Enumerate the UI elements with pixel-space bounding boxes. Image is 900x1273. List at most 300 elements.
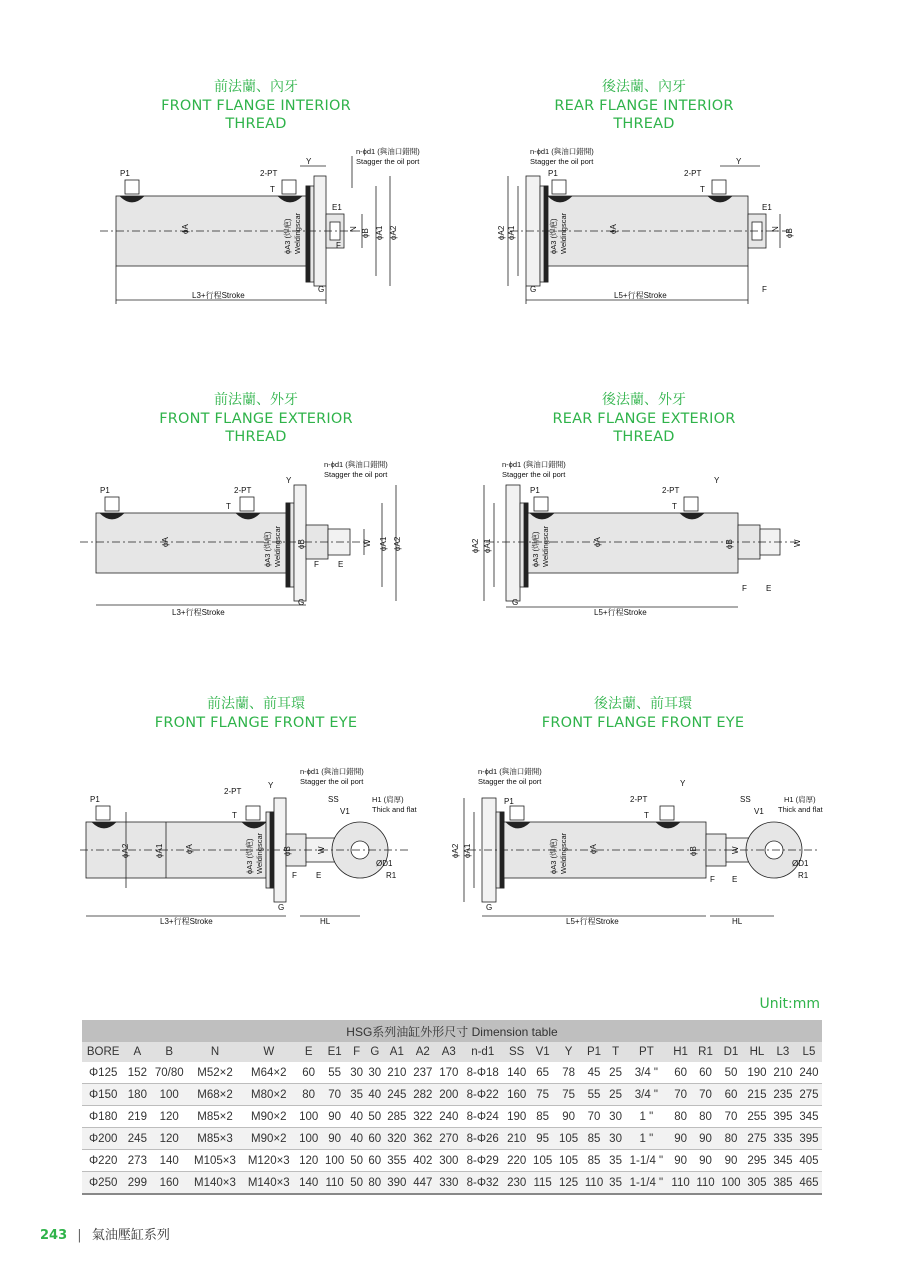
table-header-cell: T [607,1042,625,1062]
label-d1: ØD1 [376,859,393,868]
table-cell: 180 [124,1084,150,1106]
table-cell: 110 [668,1172,693,1195]
table-cell: 85 [530,1106,556,1128]
label-ss: SS [328,795,339,804]
table-cell: 100 [150,1084,188,1106]
label-p1: P1 [120,169,130,178]
table-cell: 70 [322,1084,348,1106]
table-row [82,1062,822,1084]
label-n-d1: n-ϕd1 (與油口錯開) [324,460,388,469]
label-f: F [742,584,747,593]
label-p1: P1 [504,797,514,806]
section-title-zh: 前法蘭、前耳環 [207,696,305,712]
label-y: Y [286,476,292,485]
table-cell: 285 [384,1106,410,1128]
label-e: E [732,875,738,884]
table-cell: 402 [410,1150,436,1172]
label-f: F [336,241,341,250]
table-cell: 40 [348,1106,366,1128]
table-cell: 120 [150,1128,188,1150]
table-cell: 90 [693,1150,718,1172]
label-f: F [710,875,715,884]
label-e: E [338,560,344,569]
table-cell: 190 [504,1106,530,1128]
table-cell: M85×2 [188,1106,242,1128]
table-cell: 80 [366,1172,384,1195]
label-g: G [278,903,285,912]
label-w: W [793,539,802,547]
table-header-cell: A1 [384,1042,410,1062]
table-cell: 235 [770,1084,796,1106]
label-phi-b: ϕB [689,846,698,856]
label-f: F [314,560,319,569]
label-n-d1: n-ϕd1 (與油口錯開) [356,147,420,156]
table-header-cell: L3 [770,1042,796,1062]
table-cell: 40 [366,1084,384,1106]
table-cell: 395 [796,1128,822,1150]
table-header-cell: BORE [82,1042,124,1062]
table-cell: Φ220 [82,1150,124,1172]
label-phi-a2: ϕA2 [393,536,402,551]
table-header-cell: PT [625,1042,669,1062]
table-row [82,1106,822,1128]
label-v1: V1 [754,807,764,816]
table-cell: M105×3 [188,1150,242,1172]
drawing-front-flange-exterior [80,455,420,623]
table-header-cell: V1 [530,1042,556,1062]
label-p1: P1 [90,795,100,804]
label-e1: E1 [332,203,342,212]
table-cell: 110 [582,1172,607,1195]
table-cell: 90 [322,1106,348,1128]
table-cell: 70/80 [150,1062,188,1084]
table-cell: 75 [530,1084,556,1106]
table-cell: 78 [556,1062,582,1084]
section-title-en: FRONT FLANGE EXTERIOR THREAD [159,410,353,445]
label-2pt: 2-PT [260,169,278,178]
table-header-cell: SS [504,1042,530,1062]
label-e: E [766,584,772,593]
label-t: T [672,502,677,511]
table-cell: 55 [582,1084,607,1106]
table-header-cell: D1 [718,1042,744,1062]
section-title-en: FRONT FLANGE FRONT EYE [541,714,745,731]
table-cell: 1 " [625,1128,669,1150]
table-cell: M64×2 [242,1062,296,1084]
label-h1: H1 (肩厚) [372,795,404,804]
label-t: T [644,811,649,820]
table-header-cell: F [348,1042,366,1062]
table-cell: 210 [770,1062,796,1084]
label-e: E [316,871,322,880]
table-header-cell: G [366,1042,384,1062]
table-cell: 105 [556,1128,582,1150]
table-cell: 345 [796,1106,822,1128]
table-cell: 275 [796,1084,822,1106]
label-phi-a3: ϕA3 (焊疤) [245,838,254,874]
label-y: Y [306,157,312,166]
table-cell: 1-1/4 " [625,1150,669,1172]
label-w: W [317,846,326,854]
table-cell: 190 [744,1062,770,1084]
table-cell: Φ250 [82,1172,124,1195]
table-cell: 90 [556,1106,582,1128]
table-cell: 60 [718,1084,744,1106]
table-row [82,1128,822,1150]
section-title-en: FRONT FLANGE FRONT EYE [154,714,358,731]
table-cell: 30 [607,1128,625,1150]
table-cell: 30 [607,1106,625,1128]
label-stagger: Stagger the oil port [324,470,388,479]
table-header-cell: R1 [693,1042,718,1062]
footer-separator: | [77,1228,82,1243]
table-cell: 60 [366,1150,384,1172]
label-p1: P1 [100,486,110,495]
label-phi-a: ϕA [609,224,618,234]
table-header-cell: E [296,1042,322,1062]
table-cell: 105 [556,1150,582,1172]
table-cell: 160 [150,1172,188,1195]
label-2pt: 2-PT [630,795,648,804]
table-header-cell: W [242,1042,296,1062]
table-cell: 330 [436,1172,462,1195]
table-header-cell: N [188,1042,242,1062]
table-cell: 210 [384,1062,410,1084]
label-weldingscar: Weldingscar [541,525,550,567]
label-n-d1: n-ϕd1 (與油口錯開) [300,767,364,776]
label-phi-a1: ϕA1 [155,843,164,858]
section-title-zh: 前法蘭、內牙 [214,79,298,95]
label-phi-a: ϕA [593,537,602,547]
label-weldingscar: Weldingscar [293,212,302,254]
table-cell: 35 [607,1150,625,1172]
label-f: F [762,285,767,294]
table-cell: 40 [348,1128,366,1150]
label-weldingscar: Weldingscar [255,832,264,874]
table-cell: 465 [796,1172,822,1195]
table-cell: 335 [770,1128,796,1150]
section-title-rear-flange-interior [526,79,762,133]
table-cell: 100 [296,1106,322,1128]
table-cell: 447 [410,1172,436,1195]
table-cell: 345 [770,1150,796,1172]
section-title-rear-flange-exterior [526,392,762,446]
table-cell: 237 [410,1062,436,1084]
table-cell: 105 [530,1150,556,1172]
table-cell: 1-1/4 " [625,1172,669,1195]
section-title-zh: 後法蘭、前耳環 [594,696,692,712]
label-d1: ØD1 [792,859,809,868]
label-hl: HL [732,917,743,926]
table-cell: 35 [607,1172,625,1195]
section-title-zh: 後法蘭、內牙 [602,79,686,95]
table-cell: 70 [718,1106,744,1128]
table-cell: 320 [384,1128,410,1150]
table-cell: 299 [124,1172,150,1195]
page-footer [40,1224,170,1243]
section-title-en: FRONT FLANGE INTERIOR THREAD [161,97,351,132]
table-cell: 282 [410,1084,436,1106]
table-cell: 100 [296,1128,322,1150]
label-v1: V1 [340,807,350,816]
label-g: G [530,285,537,294]
label-y: Y [268,781,274,790]
dimension-table [82,1020,822,1195]
label-y: Y [714,476,720,485]
table-header-cell: E1 [322,1042,348,1062]
table-cell: 390 [384,1172,410,1195]
label-t: T [270,185,275,194]
label-l5: L5+行程Stroke [566,917,619,926]
drawing-front-flange-interior [100,142,440,310]
label-phi-a2: ϕA2 [471,538,480,553]
label-phi-a1: ϕA1 [463,843,472,858]
label-phi-a: ϕA [181,224,190,234]
table-cell: 295 [744,1150,770,1172]
label-p1: P1 [548,169,558,178]
table-cell: 322 [410,1106,436,1128]
label-p1: P1 [530,486,540,495]
table-cell: 8-Φ24 [462,1106,504,1128]
table-cell: 210 [504,1128,530,1150]
table-cell: 3/4 " [625,1062,669,1084]
table-cell: 45 [582,1062,607,1084]
label-phi-a1: ϕA1 [379,536,388,551]
table-cell: 90 [322,1128,348,1150]
label-2pt: 2-PT [684,169,702,178]
table-cell: M90×2 [242,1128,296,1150]
table-cell: 120 [150,1106,188,1128]
label-w: W [731,846,740,854]
table-cell: 275 [744,1128,770,1150]
label-stagger: Stagger the oil port [478,777,542,786]
label-w: W [363,539,372,547]
label-phi-a2: ϕA2 [389,225,398,240]
table-cell: M68×2 [188,1084,242,1106]
table-cell: 25 [607,1062,625,1084]
table-cell: Φ150 [82,1084,124,1106]
table-cell: 100 [718,1172,744,1195]
table-cell: 160 [504,1084,530,1106]
table-cell: 85 [582,1128,607,1150]
table-cell: 3/4 " [625,1084,669,1106]
table-cell: 1 " [625,1106,669,1128]
table-cell: 8-Φ18 [462,1062,504,1084]
table-cell: 35 [348,1084,366,1106]
section-title-front-flange-interior [136,79,376,133]
table-cell: 245 [124,1128,150,1150]
table-cell: 300 [436,1150,462,1172]
label-t: T [232,811,237,820]
table-cell: 219 [124,1106,150,1128]
table-cell: 8-Φ32 [462,1172,504,1195]
table-cell: 170 [436,1062,462,1084]
table-cell: 385 [770,1172,796,1195]
label-stagger: Stagger the oil port [530,157,594,166]
table-row [82,1172,822,1195]
label-g: G [318,285,325,294]
label-t: T [226,502,231,511]
table-cell: M140×3 [188,1172,242,1195]
label-l5: L5+行程Stroke [594,608,647,617]
table-cell: 215 [744,1084,770,1106]
label-t: T [700,185,705,194]
table-cell: 255 [744,1106,770,1128]
label-f: F [292,871,297,880]
table-cell: 240 [796,1062,822,1084]
label-n: N [771,226,780,232]
label-thick-flat: Thick and flat [372,805,417,814]
table-cell: 80 [296,1084,322,1106]
label-weldingscar: Weldingscar [559,832,568,874]
drawing-rear-flange-front-eye [448,762,828,930]
label-weldingscar: Weldingscar [559,212,568,254]
label-n-d1: n-ϕd1 (與油口錯開) [502,460,566,469]
table-cell: 90 [668,1128,693,1150]
table-cell: 60 [366,1128,384,1150]
table-cell: 245 [384,1084,410,1106]
table-cell: 95 [530,1128,556,1150]
label-thick-flat: Thick and flat [778,805,823,814]
label-hl: HL [320,917,331,926]
table-cell: 50 [348,1172,366,1195]
label-phi-a3: ϕA3 (焊疤) [531,531,540,567]
label-weldingscar: Weldingscar [273,525,282,567]
table-header-cell: B [150,1042,188,1062]
section-title-front-flange-front-eye [150,696,362,732]
table-cell: 50 [348,1150,366,1172]
page-number: 243 [40,1228,68,1243]
table-cell: Φ200 [82,1128,124,1150]
label-phi-a3: ϕA3 (焊疤) [549,218,558,254]
table-cell: 110 [322,1172,348,1195]
table-cell: 362 [410,1128,436,1150]
label-phi-a: ϕA [161,537,170,547]
label-r1: R1 [386,871,397,880]
section-title-zh: 前法蘭、外牙 [214,392,298,408]
table-cell: 60 [693,1062,718,1084]
table-cell: 152 [124,1062,150,1084]
label-g: G [298,598,305,607]
label-y: Y [680,779,686,788]
label-y: Y [736,157,742,166]
table-header-cell: n-d1 [462,1042,504,1062]
table-header-cell: A2 [410,1042,436,1062]
table-header-cell: H1 [668,1042,693,1062]
table-cell: M80×2 [242,1084,296,1106]
label-phi-a3: ϕA3 (焊疤) [283,218,292,254]
table-cell: 80 [718,1128,744,1150]
table-cell: 115 [530,1172,556,1195]
label-l5: L5+行程Stroke [614,291,667,300]
section-title-zh: 後法蘭、外牙 [602,392,686,408]
label-stagger: Stagger the oil port [356,157,420,166]
drawing-rear-flange-interior [490,142,820,310]
label-g: G [486,903,493,912]
table-cell: 60 [668,1062,693,1084]
section-title-en: REAR FLANGE INTERIOR THREAD [554,97,734,132]
table-header-cell: P1 [582,1042,607,1062]
label-phi-a2: ϕA2 [451,843,460,858]
drawing-front-flange-front-eye [80,762,430,930]
label-phi-a2: ϕA2 [497,225,506,240]
table-cell: 8-Φ22 [462,1084,504,1106]
label-2pt: 2-PT [224,787,242,796]
label-phi-a3: ϕA3 (焊疤) [549,838,558,874]
table-body [82,1062,822,1194]
table-cell: 140 [296,1172,322,1195]
table-caption: HSG系列油缸外形尺寸 Dimension table [82,1020,822,1042]
table-cell: 230 [504,1172,530,1195]
label-phi-a: ϕA [185,844,194,854]
table-cell: 80 [693,1106,718,1128]
table-cell: M52×2 [188,1062,242,1084]
table-cell: 60 [296,1062,322,1084]
drawing-rear-flange-exterior [466,455,816,623]
table-header-cell: HL [744,1042,770,1062]
label-l3: L3+行程Stroke [192,291,245,300]
label-phi-b: ϕB [283,846,292,856]
label-phi-b: ϕB [297,539,306,549]
table-cell: 395 [770,1106,796,1128]
table-cell: 220 [504,1150,530,1172]
table-header-row [82,1042,822,1062]
table-cell: 355 [384,1150,410,1172]
section-title-en: REAR FLANGE EXTERIOR THREAD [552,410,736,445]
label-phi-a1: ϕA1 [483,538,492,553]
table-cell: M120×3 [242,1150,296,1172]
table-cell: 90 [668,1150,693,1172]
table-cell: 110 [693,1172,718,1195]
section-title-rear-flange-front-eye [540,696,746,732]
table-cell: 125 [556,1172,582,1195]
table-cell: 270 [436,1128,462,1150]
unit-label: Unit:mm [759,996,820,1012]
label-n-d1: n-ϕd1 (與油口錯開) [530,147,594,156]
table-cell: 25 [607,1084,625,1106]
table-cell: 85 [582,1150,607,1172]
table-cell: 80 [668,1106,693,1128]
label-l3: L3+行程Stroke [160,917,213,926]
label-n: N [349,226,358,232]
table-cell: 70 [668,1084,693,1106]
table-cell: 405 [796,1150,822,1172]
label-phi-a2: ϕA2 [121,843,130,858]
table-cell: Φ180 [82,1106,124,1128]
label-phi-a: ϕA [589,844,598,854]
label-phi-a3: ϕA3 (焊疤) [263,531,272,567]
label-2pt: 2-PT [234,486,252,495]
table-cell: M90×2 [242,1106,296,1128]
label-stagger: Stagger the oil port [502,470,566,479]
label-stagger: Stagger the oil port [300,777,364,786]
label-phi-b: ϕB [725,539,734,549]
table-cell: 90 [693,1128,718,1150]
table-header-cell: Y [556,1042,582,1062]
table-header-cell: A [124,1042,150,1062]
label-phi-a1: ϕA1 [375,225,384,240]
table-row [82,1084,822,1106]
table-cell: 30 [366,1062,384,1084]
label-phi-a1: ϕA1 [507,225,516,240]
table-row [82,1150,822,1172]
section-title-front-flange-exterior [136,392,376,446]
label-e1: E1 [762,203,772,212]
table-cell: Φ125 [82,1062,124,1084]
table-cell: 8-Φ29 [462,1150,504,1172]
label-ss: SS [740,795,751,804]
label-phi-b: ϕB [785,228,794,238]
